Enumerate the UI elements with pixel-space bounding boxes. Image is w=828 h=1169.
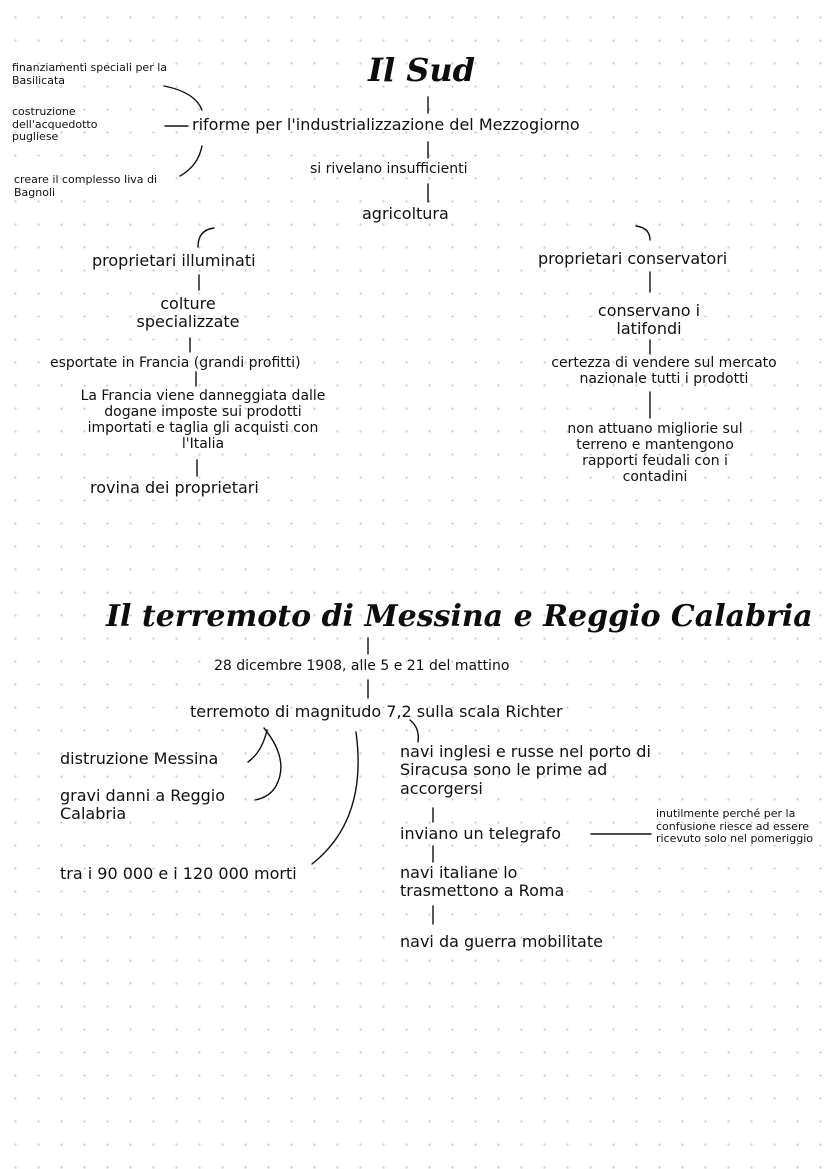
node-inutilmente: inutilmente perché per la confusione riesce ad essere ricevuto solo nel pomeriggio bbox=[656, 807, 813, 846]
node-latifondi: conservano i latifondi bbox=[597, 301, 701, 339]
node-navi-inglesi: navi inglesi e russe nel porto di Siracusa sono le prime ad accorgersi bbox=[400, 742, 651, 798]
node-morti: tra i 90 000 e i 120 000 morti bbox=[60, 864, 297, 883]
node-esportate: esportate in Francia (grandi profitti) bbox=[50, 355, 301, 371]
side-item-bagnoli: creare il complesso Iiva di Bagnoli bbox=[14, 173, 158, 199]
node-danni-reggio: gravi danni a Reggio Calabria bbox=[60, 786, 225, 824]
side-item-basilicata: finanziamenti speciali per la Basilicata bbox=[12, 61, 168, 87]
node-telegrafo: inviano un telegrafo bbox=[400, 824, 562, 843]
section-title-terremoto: Il terremoto di Messina e Reggio Calabria bbox=[106, 599, 813, 634]
node-francia: La Francia viene danneggiata dalle dogane imposte sui prodotti importati e taglia gli acquisti con l'Italia bbox=[80, 388, 326, 453]
node-date: 28 dicembre 1908, alle 5 e 21 del mattino bbox=[214, 658, 510, 674]
node-distruzione: distruzione Messina bbox=[60, 749, 219, 768]
side-item-acquedotto: costruzione dell'acquedotto pugliese bbox=[12, 105, 98, 144]
node-magnitudo: terremoto di magnitudo 7,2 sulla scala Richter bbox=[190, 702, 563, 721]
node-certezza: certezza di vendere sul mercato nazionale tutti i prodotti bbox=[551, 355, 777, 388]
node-navi-guerra: navi da guerra mobilitate bbox=[400, 932, 603, 951]
node-insufficienti: si rivelano insufficienti bbox=[310, 161, 468, 177]
node-rovina: rovina dei proprietari bbox=[90, 478, 259, 497]
node-navi-italiane: navi italiane lo trasmettono a Roma bbox=[400, 863, 565, 901]
node-proprietari-illuminati: proprietari illuminati bbox=[92, 251, 256, 270]
node-riforme: riforme per l'industrializzazione del Mezzogiorno bbox=[192, 115, 580, 134]
section-title-sud: Il Sud bbox=[368, 51, 476, 89]
node-proprietari-conservatori: proprietari conservatori bbox=[538, 249, 728, 268]
node-non-attuano: non attuano migliorie sul terreno e mantengono rapporti feudali con i contadini bbox=[567, 421, 743, 486]
node-agricoltura: agricoltura bbox=[362, 204, 449, 223]
node-colture: colture specializzate bbox=[136, 294, 240, 332]
